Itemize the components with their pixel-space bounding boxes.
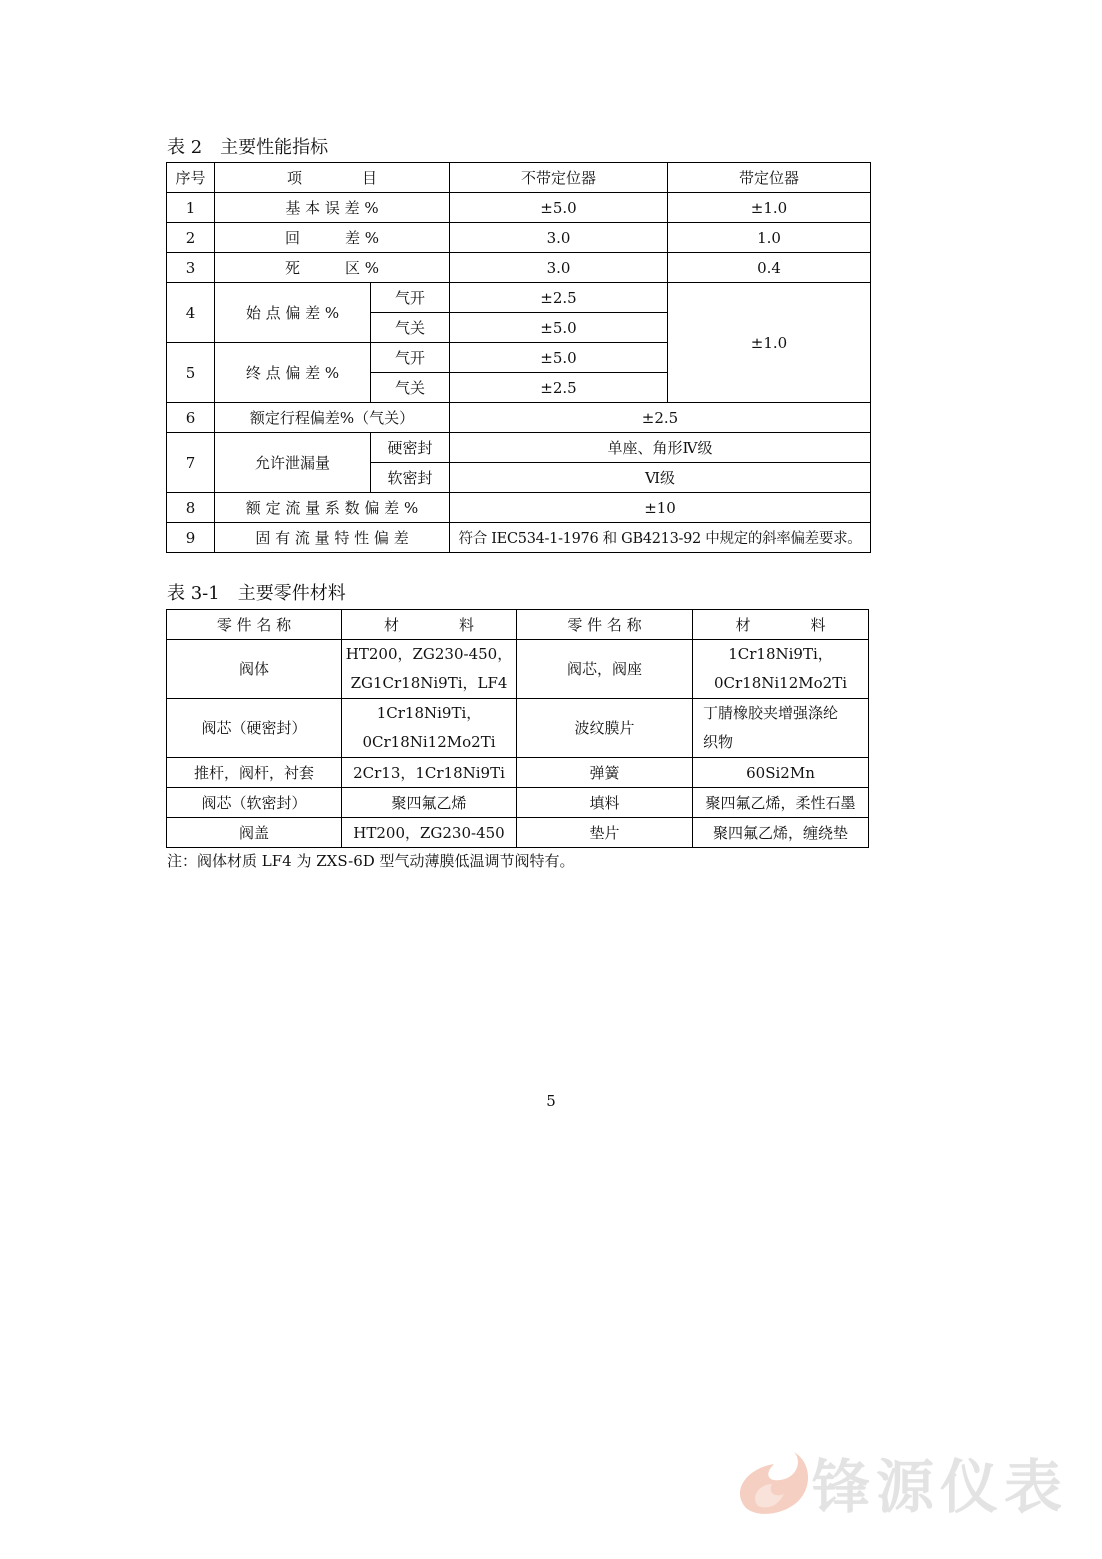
header-cell: 序号 [167,163,215,193]
value-cell: 3.0 [450,223,668,253]
part-name-cell: 填料 [517,788,693,818]
part-name-cell: 阀芯，阀座 [517,640,693,699]
material-cell: 丁腈橡胶夹增强涤纶 织物 [693,699,869,758]
item-cell: 始 点 偏 差 % [215,283,371,343]
row-number: 2 [167,223,215,253]
row-number: 3 [167,253,215,283]
sub-item-cell: 气开 [371,283,450,313]
part-name-cell: 阀盖 [167,818,342,848]
value-cell: ±1.0 [668,283,871,403]
table-header-row [167,610,869,640]
value-cell: ±10 [450,493,871,523]
row-number: 4 [167,283,215,343]
table-row [167,523,871,553]
table-header-row [167,163,871,193]
sub-item-cell: 气关 [371,373,450,403]
table-row [167,193,871,223]
table-row [167,433,871,463]
part-name-cell: 阀体 [167,640,342,699]
header-cell: 材 料 [693,610,869,640]
item-cell: 允许泄漏量 [215,433,371,493]
material-cell: 聚四氟乙烯，柔性石墨 [693,788,869,818]
sub-item-cell: 硬密封 [371,433,450,463]
item-cell: 额 定 流 量 系 数 偏 差 % [215,493,450,523]
table-row [167,699,869,758]
material-cell: 2Cr13，1Cr18Ni9Ti [342,758,517,788]
material-cell: 聚四氟乙烯，缠绕垫 [693,818,869,848]
value-cell: 0.4 [668,253,871,283]
value-cell: 符合 IEC534-1-1976 和 GB4213-92 中规定的斜率偏差要求。 [450,523,871,553]
value-cell: ±5.0 [450,313,668,343]
item-cell: 额定行程偏差%（气关） [215,403,450,433]
table-row [167,403,871,433]
row-number: 5 [167,343,215,403]
item-cell: 终 点 偏 差 % [215,343,371,403]
value-cell: ±2.5 [450,283,668,313]
header-cell: 材 料 [342,610,517,640]
value-cell: 单座、角形Ⅳ级 [450,433,871,463]
value-cell: 1.0 [668,223,871,253]
material-cell: 1Cr18Ni9Ti， 0Cr18Ni12Mo2Ti [342,699,517,758]
value-cell: ±5.0 [450,343,668,373]
table2-caption: 表 2 主要性能指标 [167,137,329,158]
item-cell: 死 区 % [215,253,450,283]
value-cell: ±1.0 [668,193,871,223]
table3-caption: 表 3-1 主要零件材料 [167,583,346,604]
table-row [167,818,869,848]
part-name-cell: 波纹膜片 [517,699,693,758]
header-cell: 零 件 名 称 [167,610,342,640]
material-cell: HT200，ZG230-450 [342,818,517,848]
material-cell: 1Cr18Ni9Ti， 0Cr18Ni12Mo2Ti [693,640,869,699]
row-number: 7 [167,433,215,493]
table-row [167,493,871,523]
sub-item-cell: 软密封 [371,463,450,493]
material-cell: 聚四氟乙烯 [342,788,517,818]
value-cell: ±2.5 [450,373,668,403]
item-cell: 固 有 流 量 特 性 偏 差 [215,523,450,553]
header-cell: 不带定位器 [450,163,668,193]
table-note: 注：阀体材质 LF4 为 ZXS-6D 型气动薄膜低温调节阀特有。 [167,852,575,870]
part-name-cell: 阀芯（软密封） [167,788,342,818]
watermark-text: 锋源仪表 [812,1453,1069,1521]
row-number: 9 [167,523,215,553]
row-number: 1 [167,193,215,223]
part-name-cell: 垫片 [517,818,693,848]
row-number: 8 [167,493,215,523]
part-name-cell: 弹簧 [517,758,693,788]
performance-table [166,162,871,553]
item-cell: 基 本 误 差 % [215,193,450,223]
value-cell: ±5.0 [450,193,668,223]
header-cell: 项 目 [215,163,450,193]
item-cell: 回 差 % [215,223,450,253]
value-cell: ±2.5 [450,403,871,433]
table-row [167,788,869,818]
materials-table [166,609,869,848]
header-cell: 零 件 名 称 [517,610,693,640]
table-row [167,253,871,283]
table-row [167,223,871,253]
sub-item-cell: 气关 [371,313,450,343]
value-cell: Ⅵ级 [450,463,871,493]
part-name-cell: 阀芯（硬密封） [167,699,342,758]
table-row [167,640,869,699]
part-name-cell: 推杆，阀杆，衬套 [167,758,342,788]
sub-item-cell: 气开 [371,343,450,373]
header-cell: 带定位器 [668,163,871,193]
row-number: 6 [167,403,215,433]
material-cell: 60Si2Mn [693,758,869,788]
value-cell: 3.0 [450,253,668,283]
material-cell: HT200，ZG230-450， ZG1Cr18Ni9Ti，LF4 [342,640,517,699]
table-row [167,758,869,788]
page-number: 5 [546,1092,556,1110]
table-row [167,283,871,313]
